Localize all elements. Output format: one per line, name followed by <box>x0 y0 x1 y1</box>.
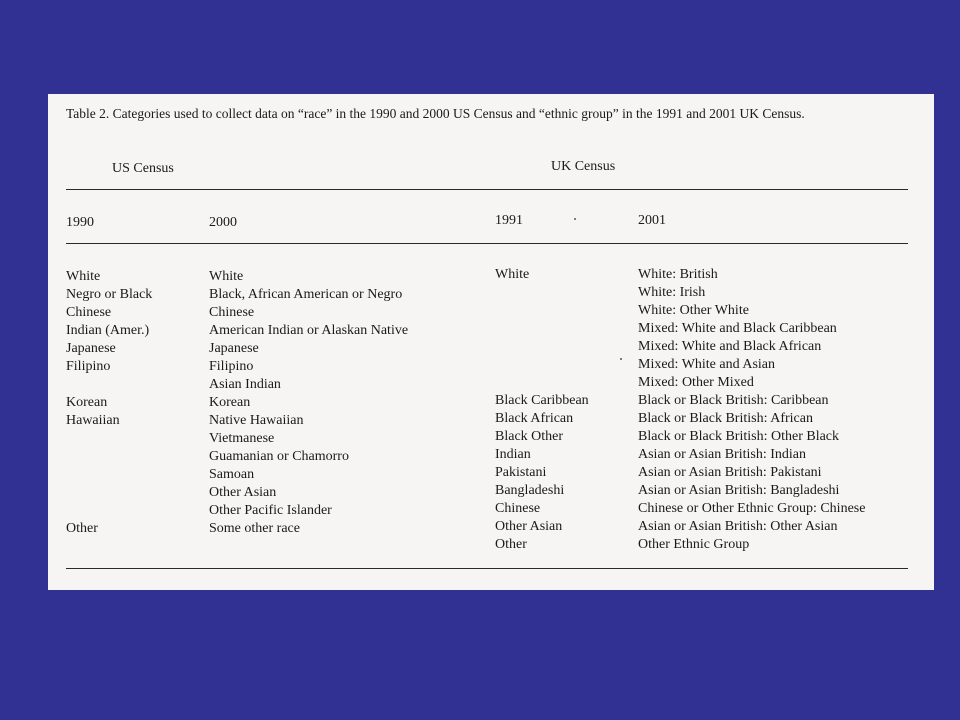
table-cell: Native Hawaiian <box>209 413 304 428</box>
table-cell <box>495 356 589 374</box>
table-cell: Guamanian or Chamorro <box>209 449 349 464</box>
table-cell: Mixed: White and Black African <box>638 339 822 354</box>
table-cell <box>209 538 408 556</box>
table-cell: Japanese <box>209 341 259 356</box>
table-cell: Filipino <box>66 359 111 374</box>
table-cell: Black Caribbean <box>495 393 589 408</box>
table-cell: Other <box>66 521 98 536</box>
table-cell: Indian <box>495 447 531 462</box>
table-cell: Black, African American or Negro <box>209 287 403 302</box>
table-cell: White: British <box>638 267 718 282</box>
year-2001-header: 2001 <box>638 213 666 228</box>
table-cell <box>66 376 152 394</box>
table-cell <box>495 374 589 392</box>
table-cell: Other Asian <box>209 485 277 500</box>
us-census-heading: US Census <box>112 161 174 176</box>
table-cell <box>66 430 152 448</box>
scan-speck <box>574 218 576 220</box>
year-1990-header: 1990 <box>66 215 94 230</box>
table-cell: Chinese <box>66 305 112 320</box>
table-cell <box>495 284 589 302</box>
table-cell: Bangladeshi <box>495 483 565 498</box>
column-us-2000 <box>209 268 408 556</box>
year-1991-header: 1991 <box>495 213 523 228</box>
table-cell: Korean <box>66 395 108 410</box>
bottom-rule <box>66 568 908 569</box>
table-cell: White <box>495 267 530 282</box>
column-us-1990 <box>66 268 152 556</box>
table-cell <box>495 320 589 338</box>
table-cell: Filipino <box>209 359 254 374</box>
table-cell: Black African <box>495 411 574 426</box>
table-cell: Chinese <box>209 305 255 320</box>
table-cell: Korean <box>209 395 251 410</box>
table-cell: White <box>209 269 244 284</box>
table-cell: Other Ethnic Group <box>638 537 750 552</box>
table-cell <box>66 484 152 502</box>
table-cell <box>495 338 589 356</box>
table-cell: Mixed: White and Black Caribbean <box>638 321 837 336</box>
table-cell: American Indian or Alaskan Native <box>209 323 409 338</box>
table-cell: Mixed: Other Mixed <box>638 375 754 390</box>
table-cell: Other <box>495 537 527 552</box>
table-cell: Other Pacific Islander <box>209 503 332 518</box>
header-rule <box>66 243 908 244</box>
table-cell <box>66 466 152 484</box>
table-cell: Black or Black British: Caribbean <box>638 393 829 408</box>
table-cell: White: Irish <box>638 285 706 300</box>
scan-speck <box>620 358 622 360</box>
table-cell: Asian or Asian British: Indian <box>638 447 806 462</box>
top-rule <box>66 189 908 190</box>
table-cell: White <box>66 269 101 284</box>
table-cell <box>495 302 589 320</box>
table-cell: Pakistani <box>495 465 547 480</box>
table-cell: Negro or Black <box>66 287 153 302</box>
table-cell: Chinese <box>495 501 541 516</box>
table-cell <box>66 538 152 556</box>
uk-census-heading: UK Census <box>551 159 616 174</box>
table-cell: Vietmanese <box>209 431 275 446</box>
year-2000-header: 2000 <box>209 215 237 230</box>
table-cell: Asian or Asian British: Bangladeshi <box>638 483 840 498</box>
document-page <box>48 94 934 590</box>
table-cell: Asian or Asian British: Pakistani <box>638 465 822 480</box>
table-cell: Black Other <box>495 429 564 444</box>
table-cell: Asian or Asian British: Other Asian <box>638 519 838 534</box>
table-cell: Chinese or Other Ethnic Group: Chinese <box>638 501 866 516</box>
table-cell: White: Other White <box>638 303 749 318</box>
column-uk-1991 <box>495 266 589 554</box>
table-cell: Samoan <box>209 467 255 482</box>
table-cell: Black or Black British: Other Black <box>638 429 840 444</box>
table-cell: Some other race <box>209 521 300 536</box>
table-cell: Japanese <box>66 341 116 356</box>
table-cell: Hawaiian <box>66 413 120 428</box>
table-caption: Table 2. Categories used to collect data on “race” in the 1990 and 2000 US Census and “ethnic group” in the 1991 and 2001 UK Census. <box>66 106 805 121</box>
table-cell: Other Asian <box>495 519 563 534</box>
table-cell: Indian (Amer.) <box>66 323 150 338</box>
table-cell: Black or Black British: African <box>638 411 813 426</box>
table-cell: Asian Indian <box>209 377 281 392</box>
column-uk-2001 <box>638 266 865 554</box>
table-cell <box>66 448 152 466</box>
table-cell: Mixed: White and Asian <box>638 357 775 372</box>
table-cell <box>66 502 152 520</box>
